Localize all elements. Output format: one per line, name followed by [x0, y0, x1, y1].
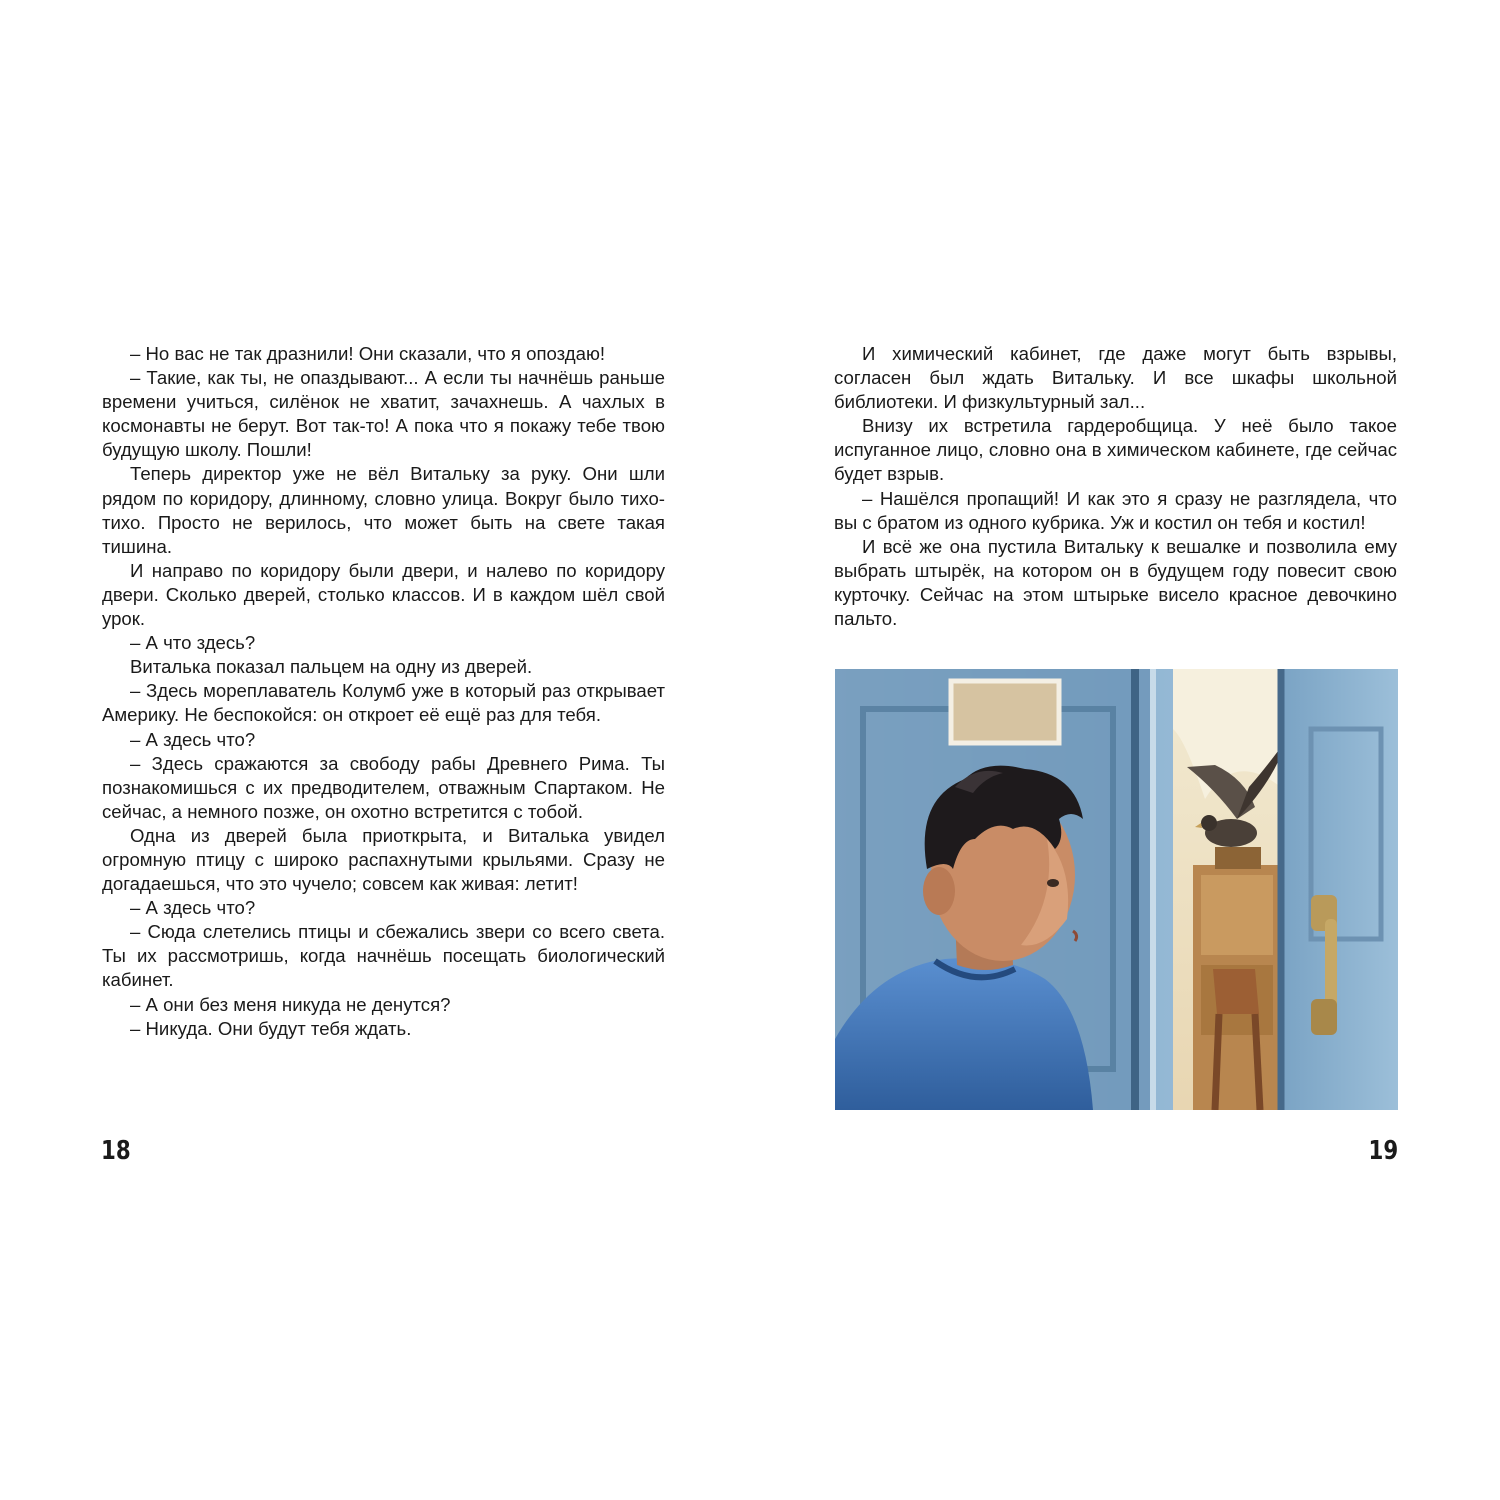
- left-page-text: [102, 342, 665, 1041]
- paragraph: Внизу их встретила гардеробщица. У неё было такое испуганное лицо, словно она в химическом кабинете, где сейчас будет взрыв.: [834, 415, 1397, 485]
- paragraph: И химический кабинет, где даже могут быть взрывы, согласен был ждать Витальку. И все шкафы школьной библиотеки. И физкультурный зал...: [834, 343, 1397, 413]
- page-number: 19: [1368, 1136, 1398, 1166]
- watercolor-boy-looking-at-stuffed-bird-illustration: [835, 669, 1398, 1110]
- right-page-text: [834, 342, 1397, 631]
- paragraph: Теперь директор уже не вёл Витальку за руку. Они шли рядом по коридору, длинному, словно улица. Вокруг было тихо-тихо. Просто не верилось, что может быть на свете такая тишина.: [102, 463, 665, 557]
- paragraph: – Нашёлся пропащий! И как это я сразу не разглядела, что вы с братом из одного кубрика. Уж и костил он тебя и костил!: [834, 487, 1397, 533]
- illustration-art: [835, 669, 1398, 1110]
- paragraph: – А они без меня никуда не денутся?: [130, 993, 451, 1015]
- paragraph: Одна из дверей была приоткрыта, и Виталька увидел огромную птицу с широко распахнутыми крыльями. Сразу не догадаешься, что это чучело; совсем как живая: летит!: [102, 824, 665, 895]
- paragraph: – Сюда слетелись птицы и сбежались звери со всего света. Ты их рассмотришь, когда начнёшь посещать биологический кабинет.: [102, 921, 665, 991]
- paragraph: Виталька показал пальцем на одну из дверей.: [130, 656, 533, 678]
- paragraph: – Но вас не так дразнили! Они сказали, что я опоздаю!: [130, 343, 606, 364]
- paragraph: – А что здесь?: [130, 632, 256, 654]
- page-number: 18: [101, 1136, 131, 1166]
- paragraph: – Здесь мореплаватель Колумб уже в который раз открывает Америку. Не беспокойся: он откроет её ещё раз для тебя.: [102, 680, 665, 726]
- paragraph: – Никуда. Они будут тебя ждать.: [130, 1017, 412, 1039]
- paragraph: И всё же она пустила Витальку к вешалке и позволила ему выбрать штырёк, на котором он в будущем году повесит свою курточку. Сейчас на этом штырьке висело красное девочкино пальто.: [834, 535, 1397, 630]
- paragraph: – А здесь что?: [130, 897, 256, 919]
- paragraph: – Такие, как ты, не опаздывают... А если ты начнёшь раньше времени учиться, силёнок не хватит, зачахнешь. А чахлых в космонавты не берут. Вот так-то! А пока что я покажу тебе твою будущую школу. Пошли!: [102, 367, 665, 461]
- right-page: [750, 0, 1500, 1500]
- paragraph: – А здесь что?: [130, 728, 256, 750]
- paragraph: И направо по коридору были двери, и налево по коридору двери. Сколько дверей, столько классов. И в каждом шёл свой урок.: [102, 559, 665, 630]
- paragraph: – Здесь сражаются за свободу рабы Древнего Рима. Ты познакомишься с их предводителем, отважным Спартаком. Не сейчас, а немного позже, он охотно встретится с тобой.: [102, 752, 665, 822]
